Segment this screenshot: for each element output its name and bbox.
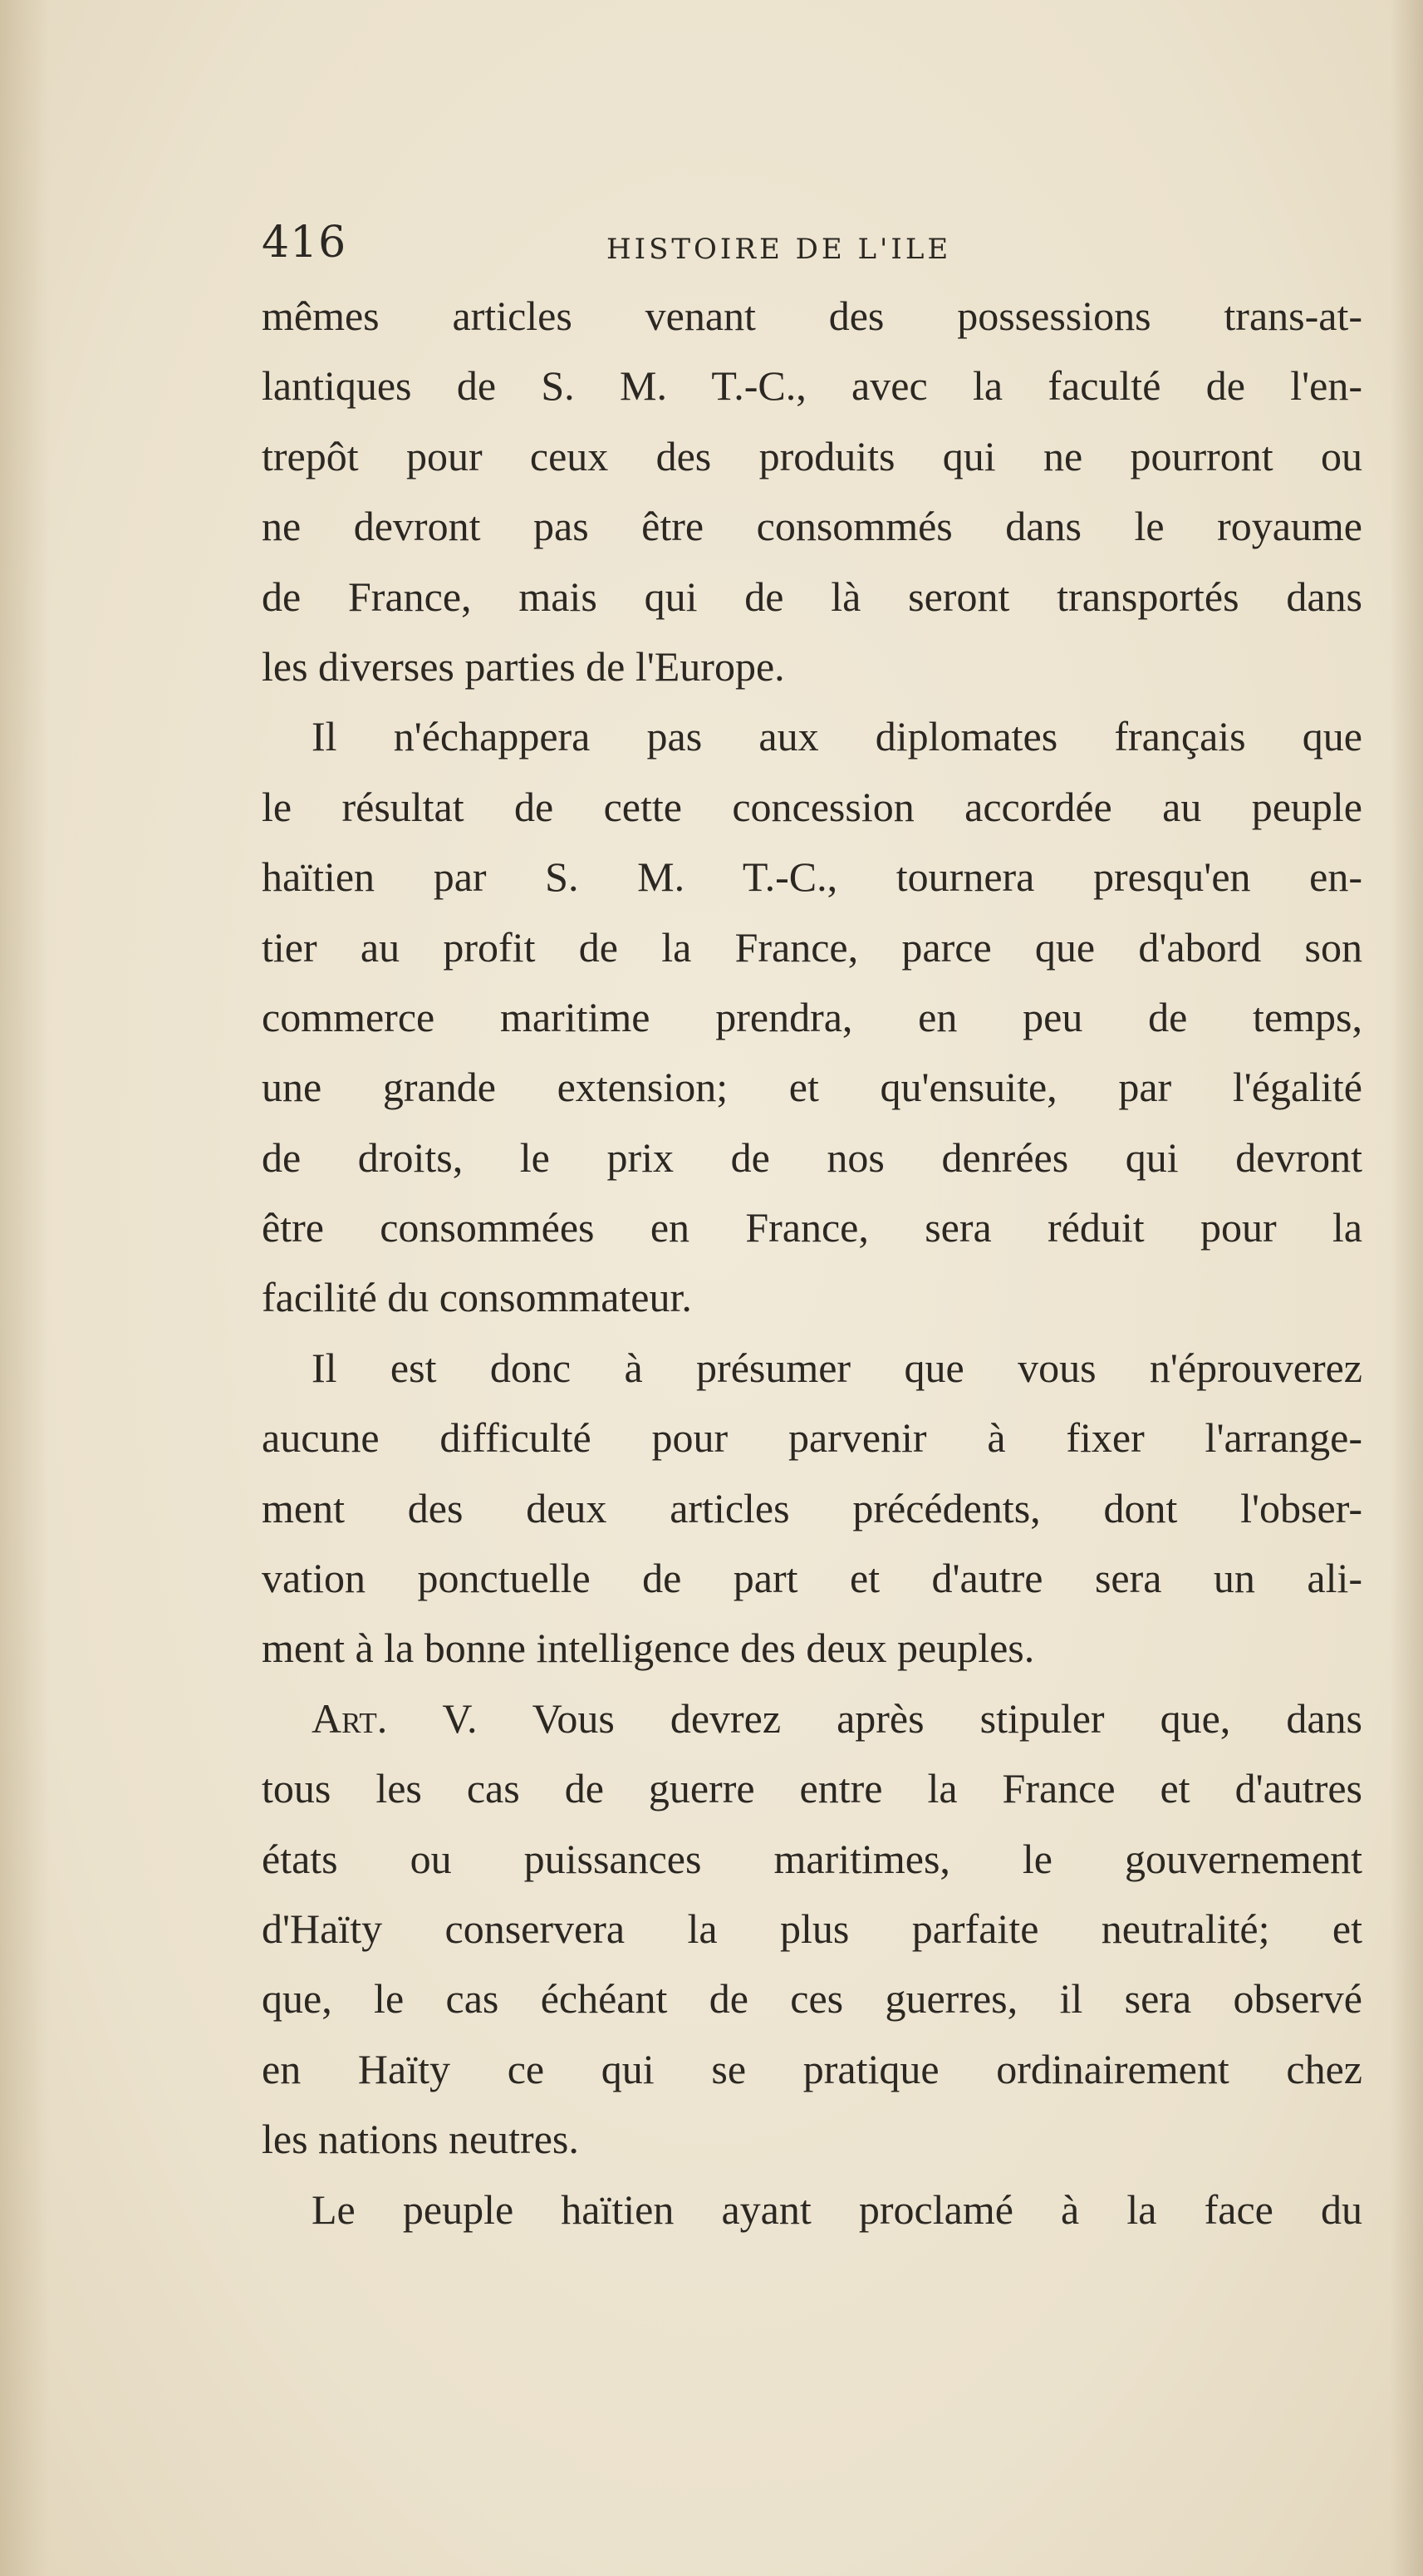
running-head: HISTOIRE DE L'ILE (606, 233, 952, 266)
page-number: 416 (262, 218, 347, 268)
body-text (262, 281, 1362, 2244)
text-line: les diverses parties de l'Europe. (262, 642, 785, 690)
text-line: de France, mais qui de là seront transportés dans (262, 573, 1362, 620)
text-line: Il n'échappera pas aux diplomates français que (312, 713, 1362, 760)
text-line-article (262, 1684, 1362, 1753)
text-line: haïtien par S. M. T.-C., tournera presqu'en en- (262, 853, 1362, 901)
text-line: d'Haïty conservera la plus parfaite neutralité; et (262, 1905, 1362, 1952)
text-line: que, le cas échéant de ces guerres, il sera observé (262, 1975, 1362, 2023)
article-label: Art. V. (312, 1694, 478, 1742)
text-line: ment à la bonne intelligence des deux peuples. (262, 1625, 1035, 1672)
text-line: les nations neutres. (262, 2116, 579, 2163)
text-line: une grande extension; et qu'ensuite, par l'égalité (262, 1064, 1362, 1111)
text-line: Il est donc à présumer que vous n'éprouverez (312, 1344, 1362, 1391)
text-line: être consommées en France, sera réduit pour la (262, 1204, 1362, 1251)
text-line: ne devront pas être consommés dans le royaume (262, 503, 1362, 550)
text-line: aucune difficulté pour parvenir à fixer l'arrange- (262, 1414, 1362, 1462)
text-line: le résultat de cette concession accordée au peuple (262, 783, 1362, 830)
text-line: Le peuple haïtien ayant proclamé à la face du (312, 2185, 1362, 2233)
text-line: lantiques de S. M. T.-C., avec la faculté de l'en- (262, 362, 1362, 410)
text-line: tous les cas de guerre entre la France et d'autres (262, 1765, 1362, 1812)
text-line: Vous devrez après stipuler que, dans (532, 1694, 1362, 1742)
text-line: facilité du consommateur. (262, 1274, 692, 1321)
text-line: vation ponctuelle de part et d'autre sera un ali- (262, 1555, 1362, 1602)
text-line: en Haïty ce qui se pratique ordinairement chez (262, 2045, 1362, 2092)
text-line: de droits, le prix de nos denrées qui devront (262, 1133, 1362, 1181)
text-line: mêmes articles venant des possessions trans-at- (262, 293, 1362, 339)
page-header (262, 218, 1358, 276)
text-line: tier au profit de la France, parce que d'abord son (262, 923, 1362, 971)
text-line: états ou puissances maritimes, le gouvernement (262, 1835, 1362, 1882)
text-line: trepôt pour ceux des produits qui ne pourront ou (262, 432, 1362, 479)
text-line: ment des deux articles précédents, dont l'obser- (262, 1484, 1362, 1531)
text-line: commerce maritime prendra, en peu de temps, (262, 993, 1362, 1040)
